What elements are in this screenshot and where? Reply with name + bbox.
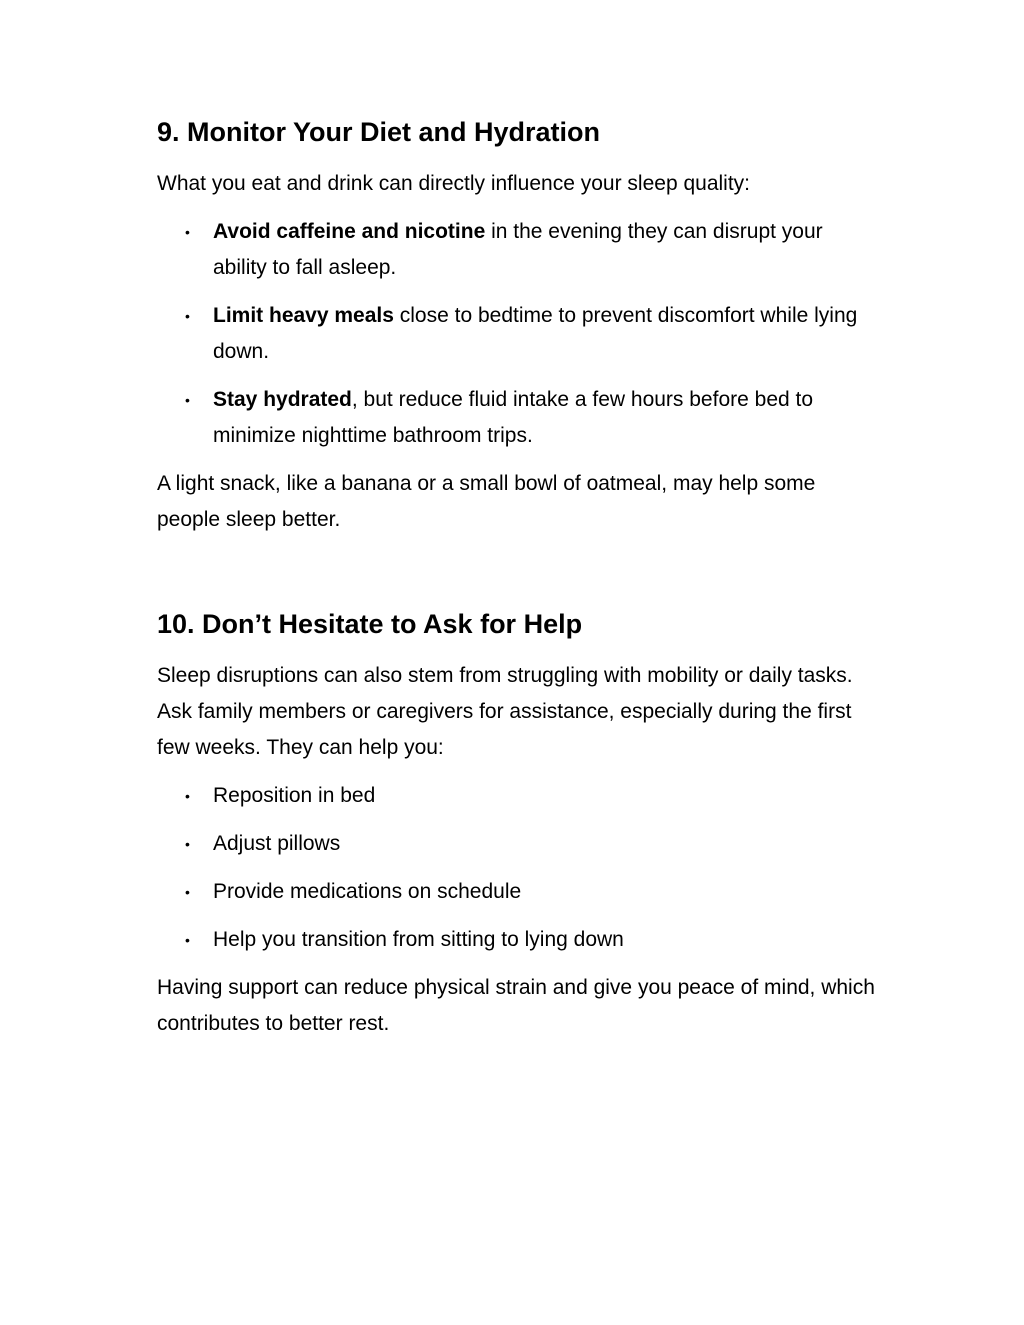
bullet-icon: •	[185, 836, 190, 852]
list-item	[157, 778, 877, 814]
bullet-icon: •	[185, 392, 190, 408]
section-9-closing: A light snack, like a banana or a small bowl of oatmeal, may help some people sleep better.	[157, 472, 816, 531]
section-9-heading: 9. Monitor Your Diet and Hydration	[157, 117, 601, 147]
list-item-emphasis: Stay hydrated	[213, 388, 352, 411]
section-9-list	[157, 214, 877, 454]
section-9-intro: What you eat and drink can directly influence your sleep quality:	[157, 172, 750, 195]
bullet-icon: •	[185, 884, 190, 900]
list-item-text: in the evening they can disrupt your ability to fall asleep.	[213, 220, 823, 279]
section-10-heading: 10. Don’t Hesitate to Ask for Help	[157, 609, 583, 639]
section-10-list	[157, 778, 877, 958]
document-page	[157, 112, 877, 1042]
list-item-text: Provide medications on schedule	[213, 880, 522, 903]
section-10-closing: Having support can reduce physical strain and give you peace of mind, which contributes to better rest.	[157, 976, 875, 1035]
list-item	[157, 382, 877, 454]
list-item-text: Adjust pillows	[213, 832, 341, 855]
bullet-icon: •	[185, 224, 190, 240]
bullet-icon: •	[185, 308, 190, 324]
list-item	[157, 214, 877, 286]
list-item-text: close to bedtime to prevent discomfort while lying down.	[213, 304, 858, 363]
list-item	[157, 826, 877, 862]
list-item	[157, 298, 877, 370]
list-item	[157, 922, 877, 958]
section-10-intro: Sleep disruptions can also stem from struggling with mobility or daily tasks. Ask family members or caregivers for assistance, especially during the first few weeks. They can help you:	[157, 664, 853, 759]
bullet-icon: •	[185, 932, 190, 948]
list-item-text: , but reduce fluid intake a few hours before bed to minimize nighttime bathroom trips.	[213, 388, 814, 447]
list-item-text: Reposition in bed	[213, 784, 376, 807]
list-item-emphasis: Avoid caffeine and nicotine	[213, 220, 486, 243]
list-item	[157, 874, 877, 910]
list-item-emphasis: Limit heavy meals	[213, 304, 394, 327]
bullet-icon: •	[185, 788, 190, 804]
list-item-text: Help you transition from sitting to lying down	[213, 928, 624, 951]
